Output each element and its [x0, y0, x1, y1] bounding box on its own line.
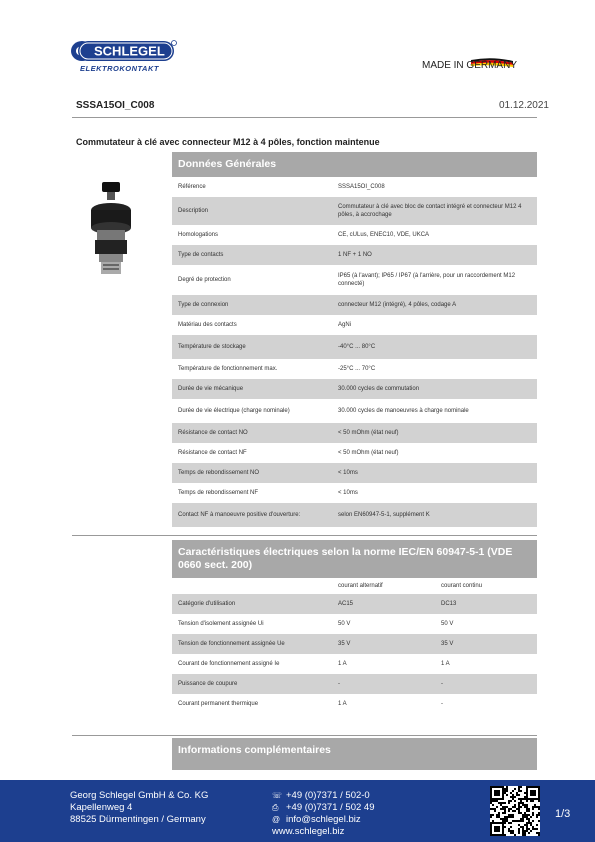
table-row [172, 694, 537, 714]
phone-icon: ☏ [272, 791, 283, 800]
key-switch-product-image [80, 180, 150, 280]
page-number: 1/3 [555, 808, 571, 820]
general-data-table [172, 177, 537, 527]
row-value: selon EN60947-5-1, supplément K [338, 512, 430, 518]
row-label: Homologations [178, 232, 219, 238]
document-date: 01.12.2021 [498, 100, 549, 111]
row-label: Température de fonctionnement max. [178, 366, 278, 372]
electrical-section [172, 540, 537, 714]
row-value: < 10ms [338, 490, 358, 496]
table-row [172, 335, 537, 359]
row-label: Résistance de contact NF [178, 450, 247, 456]
dc-value: - [441, 701, 443, 707]
row-value: < 50 mOhm (état neuf) [338, 430, 399, 436]
ac-value: - [338, 681, 340, 687]
row-label: Type de connexion [178, 302, 229, 308]
ac-value: 35 V [338, 641, 351, 647]
row-label: Temps de rebondissement NO [178, 470, 260, 476]
section-title: Données Générales [172, 152, 537, 177]
row-label: Résistance de contact NO [178, 430, 248, 436]
dc-value: - [441, 681, 443, 687]
table-row [172, 379, 537, 399]
table-row [172, 315, 537, 335]
dc-value: 50 V [441, 621, 454, 627]
email-link[interactable]: info@schlegel.biz [286, 814, 361, 825]
email-icon: @ [272, 815, 281, 824]
col-ac-header: courant alternatif [338, 583, 383, 589]
ac-value: AC15 [338, 601, 354, 607]
table-row [172, 399, 537, 423]
row-label: Matériau des contacts [178, 322, 237, 328]
row-value: IP65 (à l'avant); IP65 / IP67 (à l'arrière, pour un raccordement M12 connecté) [338, 273, 516, 287]
table-row [172, 654, 537, 674]
table-row [172, 634, 537, 654]
row-value: -40°C ... 80°C [338, 344, 376, 350]
row-label: Degré de protection [178, 277, 231, 283]
table-row [172, 295, 537, 315]
row-value: -25°C ... 70°C [338, 366, 376, 372]
row-value: < 10ms [338, 470, 358, 476]
divider [72, 535, 537, 536]
row-label: Tension de fonctionnement assignée Ue [178, 641, 285, 647]
row-label: Durée de vie mécanique [178, 386, 244, 392]
table-row [172, 225, 537, 245]
electrical-table [172, 594, 537, 714]
dc-value: DC13 [441, 601, 457, 607]
city: 88525 Dürmentingen / Germany [70, 814, 206, 825]
table-row [172, 483, 537, 503]
row-label: Référence [178, 184, 206, 190]
dc-value: 1 A [441, 661, 450, 667]
row-label: Durée de vie électrique (charge nominale) [178, 408, 290, 414]
col-dc-header: courant continu [441, 583, 483, 589]
table-row [172, 423, 537, 443]
row-value: 1 NF + 1 NO [338, 252, 372, 258]
row-value: Commutateur à clé avec bloc de contact intégré et connecteur M12 4 pôles, à accrochage [338, 204, 522, 218]
qr-code [490, 786, 540, 836]
fax-icon: ⎙ [272, 803, 279, 812]
product-description-title: Commutateur à clé avec connecteur M12 à 4 pôles, fonction maintenue [76, 137, 380, 147]
row-label: Type de contacts [178, 252, 224, 258]
made-in-germany: MADE IN GERMANY [421, 60, 517, 71]
ac-value: 1 A [338, 701, 347, 707]
general-data-section [172, 152, 537, 527]
website-link[interactable]: www.schlegel.biz [272, 826, 345, 837]
dc-value: 35 V [441, 641, 454, 647]
row-label: Temps de rebondissement NF [178, 490, 259, 496]
row-value: 30.000 cycles de commutation [338, 386, 420, 392]
row-label: Contact NF à manoeuvre positive d'ouverture: [178, 512, 301, 518]
row-value: < 50 mOhm (état neuf) [338, 450, 399, 456]
column-header-row [172, 578, 537, 594]
row-label: Tension d'isolement assignée Ui [178, 621, 264, 627]
additional-info-section [172, 738, 537, 770]
table-row [172, 674, 537, 694]
contact-info [272, 790, 374, 838]
row-value: 30.000 cycles de manoeuvres à charge nominale [338, 408, 469, 414]
phone[interactable]: +49 (0)7371 / 502-0 [286, 790, 370, 801]
table-row [172, 197, 537, 225]
company-address [70, 790, 208, 826]
row-value: SSSA15OI_C008 [338, 184, 385, 190]
divider [72, 735, 537, 736]
row-label: Catégorie d'utilisation [178, 601, 236, 607]
brand-subtitle: ELEKTROKONTAKT [80, 64, 159, 73]
fax: +49 (0)7371 / 502 49 [286, 802, 375, 813]
product-code: SSSA15OI_C008 [76, 100, 155, 111]
svg-text:SCHLEGEL: SCHLEGEL [94, 43, 165, 59]
section-title: Caractéristiques électriques selon la norme IEC/EN 60947-5-1 (VDE 0660 sect. 200) [172, 540, 537, 578]
street: Kapellenweg 4 [70, 802, 133, 813]
row-value: CE, cULus, ENEC10, VDE, UKCA [338, 232, 430, 238]
row-label: Description [178, 208, 209, 214]
row-label: Courant de fonctionnement assigné Ie [178, 661, 280, 667]
row-value: AgNi [338, 322, 352, 328]
ac-value: 50 V [338, 621, 351, 627]
table-row [172, 177, 537, 197]
table-row [172, 359, 537, 379]
divider [72, 117, 537, 118]
table-row [172, 614, 537, 634]
row-label: Température de stockage [178, 344, 246, 350]
footer [0, 780, 595, 842]
row-value: connecteur M12 (intégré), 4 pôles, codage A [338, 302, 457, 308]
table-row [172, 245, 537, 265]
company-name: Georg Schlegel GmbH & Co. KG [70, 790, 209, 801]
row-label: Puissance de coupure [178, 681, 238, 687]
ac-value: 1 A [338, 661, 347, 667]
table-row [172, 443, 537, 463]
table-row [172, 594, 537, 614]
table-row [172, 265, 537, 295]
row-label: Courant permanent thermique [178, 701, 259, 707]
table-row [172, 503, 537, 527]
table-row [172, 463, 537, 483]
section-title: Informations complémentaires [172, 738, 537, 770]
